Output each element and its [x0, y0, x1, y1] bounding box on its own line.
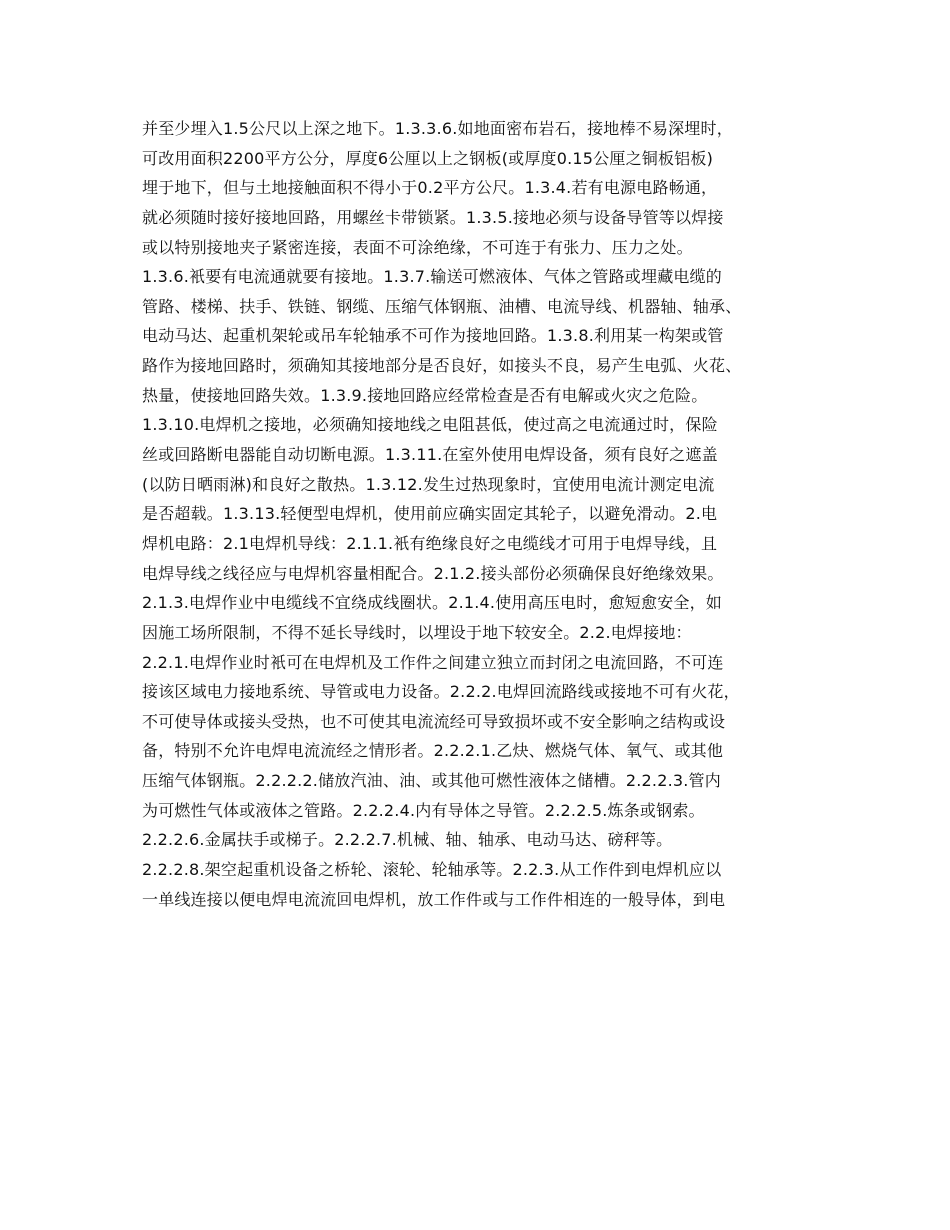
text-line: (以防日晒雨淋)和良好之散热。1.3.12.发生过热现象时，宜使用电流计测定电流	[142, 474, 715, 494]
text-line: 2.2.1.电焊作业时衹可在电焊机及工作件之间建立独立而封闭之电流回路，不可连	[142, 652, 724, 672]
text-line: 就必须随时接好接地回路，用螺丝卡带锁紧。1.3.5.接地必须与设备导管等以焊接	[142, 207, 724, 227]
text-line: 2.2.2.8.架空起重机设备之桥轮、滚轮、轮轴承等。2.2.3.从工作件到电焊机应以	[142, 860, 722, 880]
text-line: 埋于地下，但与土地接触面积不得小于0.2平方公尺。1.3.4.若有电源电路畅通，	[142, 178, 718, 198]
text-line: 不可使导体或接头受热，也不可使其电流流经可导致损坏或不安全影响之结构或设	[142, 711, 726, 731]
text-line: 2.1.3.电焊作业中电缆线不宜绕成线圈状。2.1.4.使用高压电时，愈短愈安全，如	[142, 593, 722, 613]
text-line: 或以特别接地夹子紧密连接，表面不可涂绝缘，不可连于有张力、压力之处。	[142, 237, 693, 257]
body-text	[142, 114, 822, 914]
text-line: 1.3.6.衹要有电流通就要有接地。1.3.7.输送可燃液体、气体之管路或埋藏电缆的	[142, 267, 722, 287]
text-line: 管路、楼梯、扶手、铁链、钢缆、压缩气体钢瓶、油槽、电流导线、机器轴、轴承、	[142, 296, 742, 316]
text-line: 可改用面积2200平方公分，厚度6公厘以上之钢板(或厚度0.15公厘之铜板铝板)	[142, 148, 714, 168]
text-line: 备，特别不允许电焊电流流经之情形者。2.2.2.1.乙炔、燃烧气体、氧气、或其他	[142, 741, 724, 761]
text-line: 2.2.2.6.金属扶手或梯子。2.2.2.7.机械、轴、轴承、电动马达、磅秤等。	[142, 830, 673, 850]
text-line: 并至少埋入1.5公尺以上深之地下。1.3.3.6.如地面密布岩石，接地棒不易深埋时，	[142, 119, 733, 138]
text-line: 丝或回路断电器能自动切断电源。1.3.11.在室外使用电焊设备，须有良好之遮盖	[142, 445, 718, 465]
text-line: 压缩气体钢瓶。2.2.2.2.储放汽油、油、或其他可燃性液体之储槽。2.2.2.3.管内	[142, 771, 721, 791]
text-line: 为可燃性气体或液体之管路。2.2.2.4.内有导体之导管。2.2.2.5.炼条或钢索。	[142, 800, 705, 820]
text-line: 是否超载。1.3.13.轻便型电焊机，使用前应确实固定其轮子，以避免滑动。2.电	[142, 504, 718, 524]
text-line: 路作为接地回路时，须确知其接地部分是否良好，如接头不良，易产生电弧、火花、	[142, 356, 742, 376]
text-line: 1.3.10.电焊机之接地，必须确知接地线之电阻甚低，使过高之电流通过时，保险	[142, 415, 718, 435]
text-line: 接该区域电力接地系统、导管或电力设备。2.2.2.电焊回流路线或接地不可有火花，	[142, 682, 740, 702]
text-line: 热量，使接地回路失效。1.3.9.接地回路应经常检查是否有电解或火灾之危险。	[142, 385, 708, 405]
text-line: 焊机电路：2.1电焊机导线：2.1.1.衹有绝缘良好之电缆线才可用于电焊导线，且	[142, 533, 718, 553]
text-line: 电动马达、起重机架轮或吊车轮轴承不可作为接地回路。1.3.8.利用某一构架或管	[142, 326, 724, 346]
text-line: 一单线连接以便电焊电流流回电焊机，放工作件或与工作件相连的一般导体，到电	[142, 889, 726, 909]
text-line: 电焊导线之线径应与电焊机容量相配合。2.1.2.接头部份必须确保良好绝缘效果。	[142, 563, 724, 583]
text-line: 因施工场所限制，不得不延长导线时，以埋设于地下较安全。2.2.电焊接地：	[142, 622, 692, 642]
